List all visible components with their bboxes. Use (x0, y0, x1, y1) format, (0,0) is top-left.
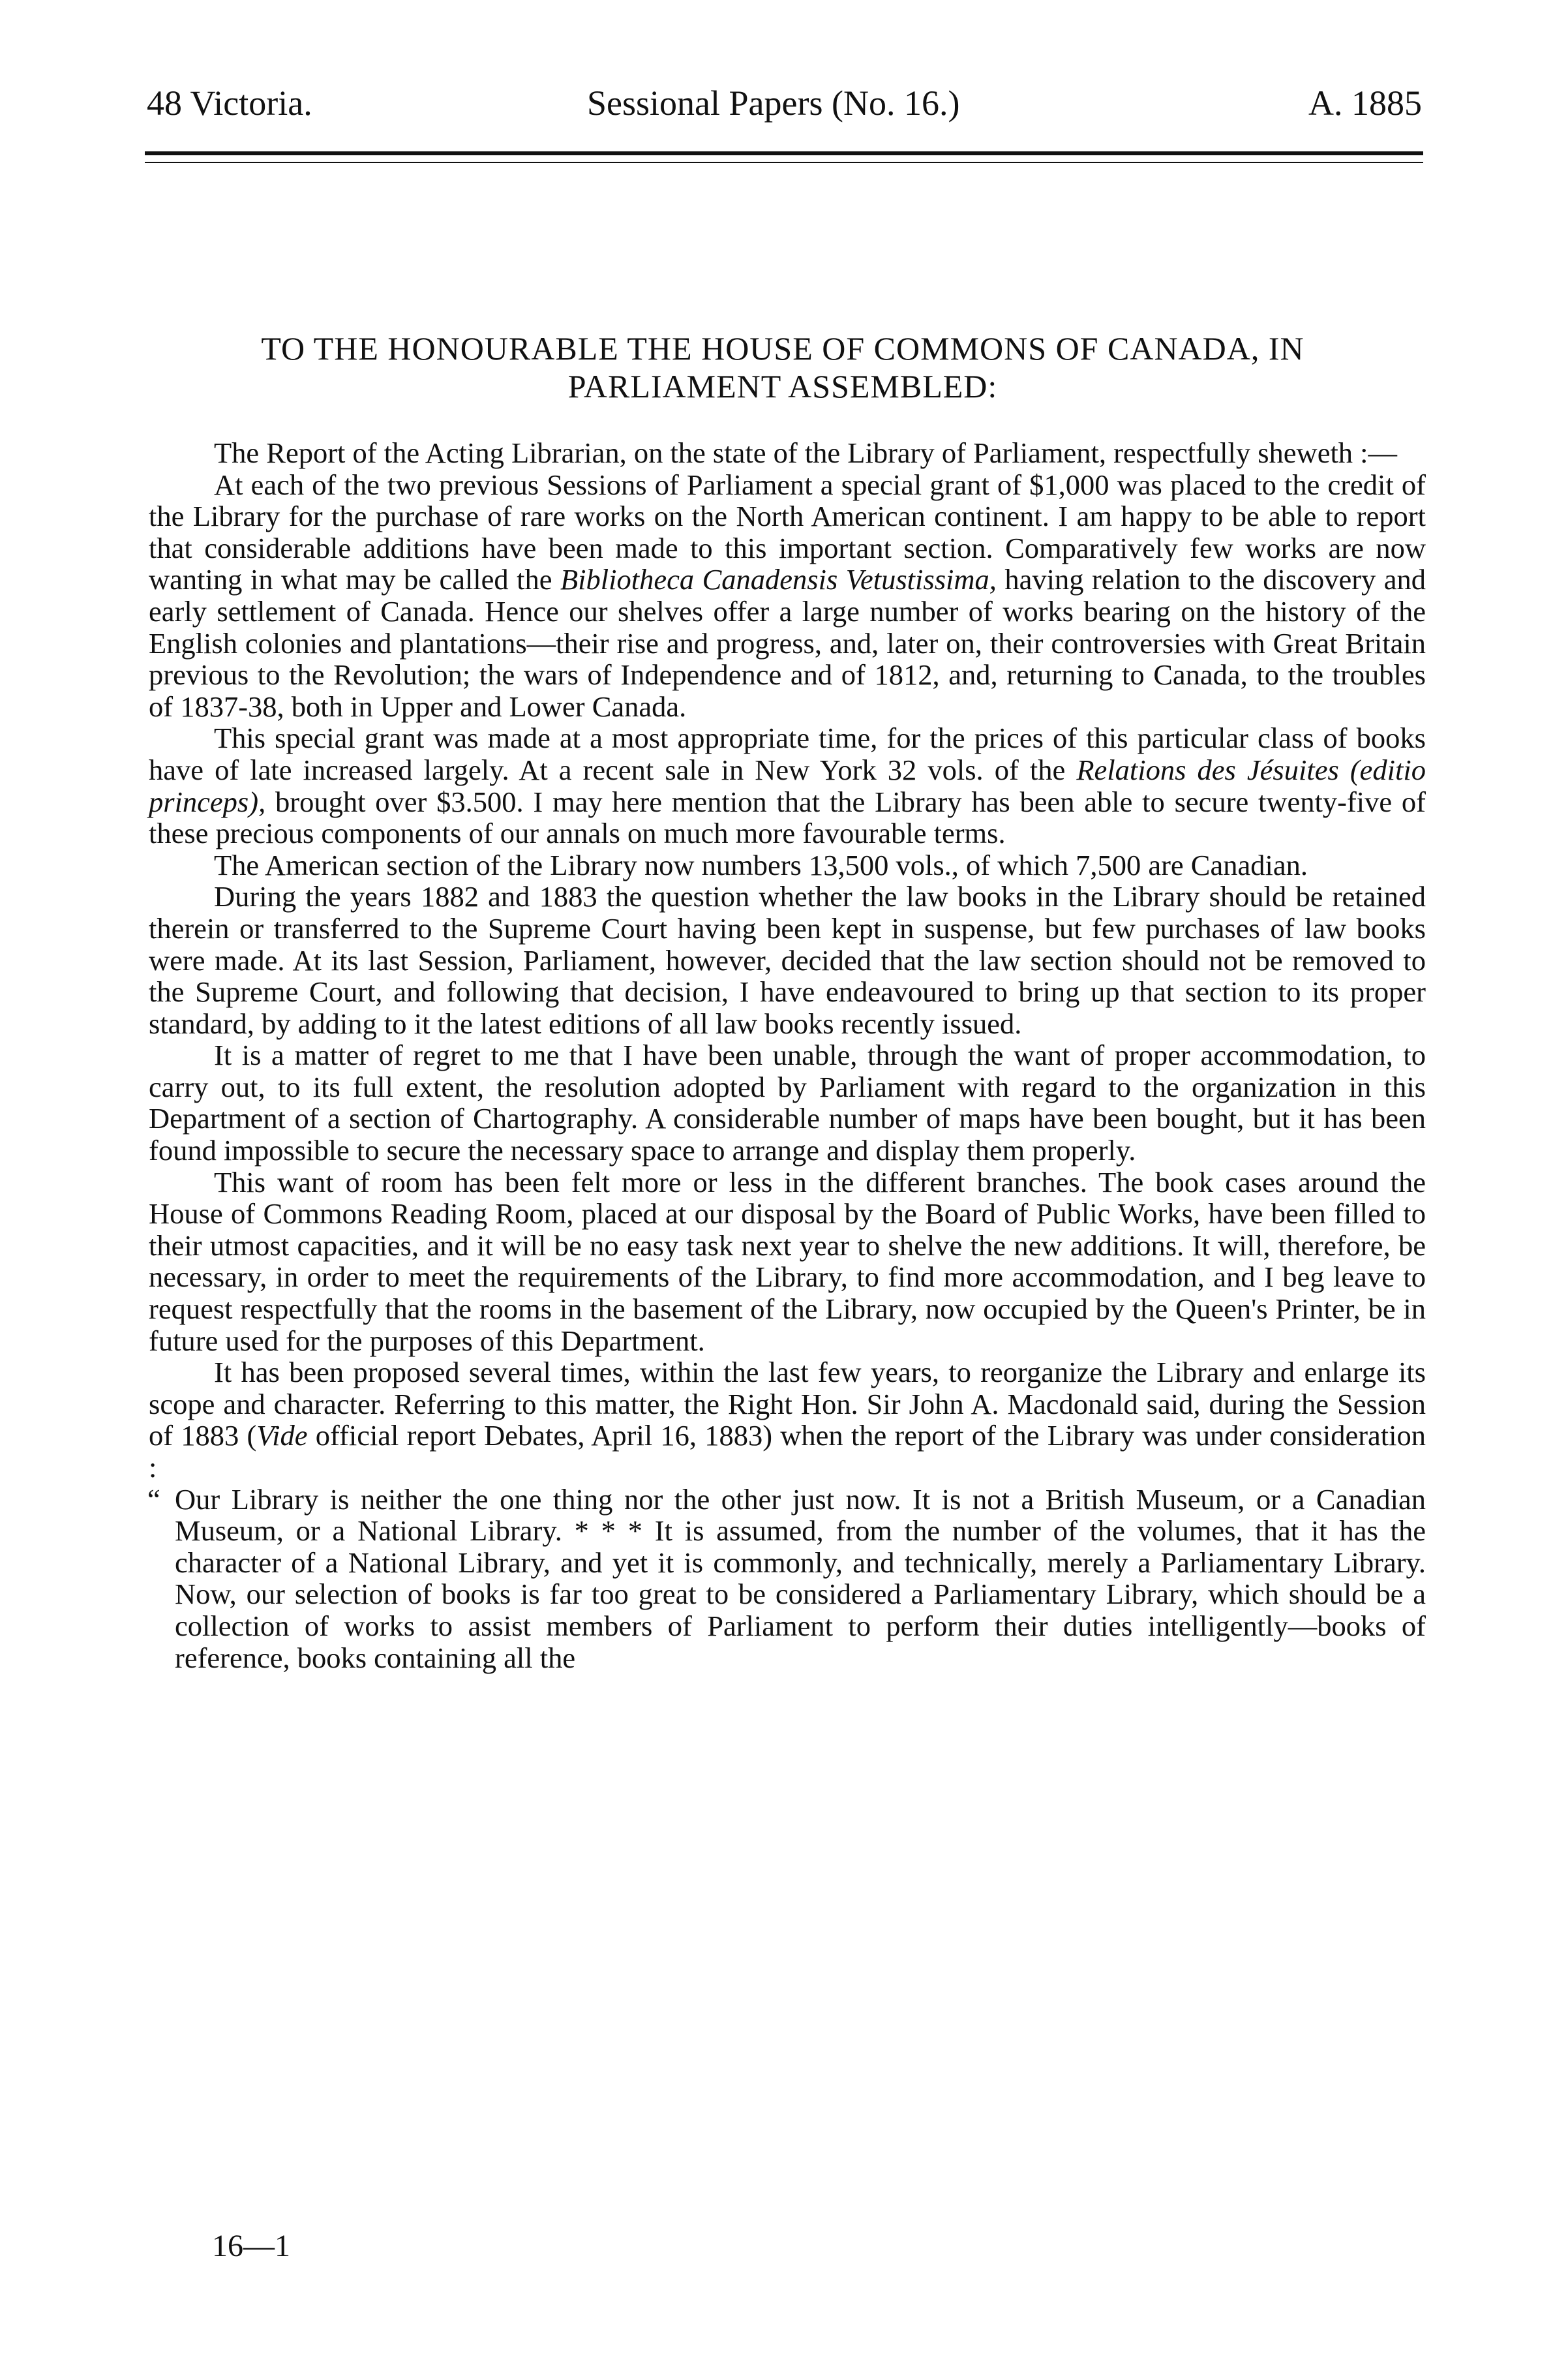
p8-text-b: official report Debates, April 16, 1883) when the report of the Library was under consideration : (149, 1419, 1426, 1484)
page-signature: 16—1 (212, 2229, 290, 2263)
address-title (140, 329, 1425, 405)
running-header (147, 77, 1422, 129)
paragraph-room: This want of room has been felt more or less in the different branches. The book cases around the House of Commons Reading Room, placed at our disposal by the Board of Public Works, have been filled to their utmost capacities, and it will be no easy task next year to shelve the new additions. It will, therefore, be necessary, in order to meet the requirements of the Library, to find more accommodation, and I beg leave to request respectfully that the rooms in the basement of the Library, now occupied by the Queen's Printer, be in future used for the purposes of this Department. (149, 1165, 1426, 1357)
header-sessional-papers: Sessional Papers (No. 16.) (587, 84, 960, 123)
p8-text-a: It has been proposed several times, within the last few years, to reorganize the Library and enlarge its scope and character. Referring to this matter, the Right Hon. Sir John A. Macdonald said, during the Session of 1883 ( (149, 1356, 1426, 1452)
p2-text-a: At each of the two previous Sessions of Parliament a special grant of $1,000 was placed to the credit of the Library for the purchase of rare works on the North American continent. I am happy to be able to report that considerable additions have been made to this important section. Comparatively few works are now wanting in what may be called the (149, 468, 1426, 596)
paragraph-special-grant (149, 469, 1426, 723)
title-line-1: TO THE HONOURABLE THE HOUSE OF COMMONS OF CANADA, IN (261, 330, 1304, 367)
paragraph-american-section: The American section of the Library now numbers 13,500 vols., of which 7,500 are Canadian. (214, 848, 1308, 881)
p3-text-b: brought over $3.500. I may here mention that the Library has been able to secure twenty-five of these precious components of our annals on much more favourable terms. (149, 785, 1426, 850)
p3-text-a: This special grant was made at a most appropriate time, for the prices of this particular class of books have of late increased largely. At a recent sale in New York 32 vols. of the (149, 722, 1426, 786)
paragraph-law-books: During the years 1882 and 1883 the question whether the law books in the Library should be retained therein or transferred to the Supreme Court having been kept in suspense, but few purchases of law books were made. At its last Session, Parliament, however, decided that the law section should not be removed to the Supreme Court, and following that decision, I have endeavoured to bring up that section to its proper standard, by adding to it the latest editions of all law books recently issued. (149, 880, 1426, 1040)
p2-text-b: having relation to the discovery and early settlement of Canada. Hence our shelves offer a large number of works bearing on the history of the English colonies and plantations—their rise and progress, and, later on, their controversies with Great Britain previous to the Revolution; the wars of Independence and of 1812, and, returning to Canada, to the troubles of 1837-38, both in Upper and Lower Canada. (149, 563, 1426, 723)
header-rule-thin (145, 162, 1423, 163)
header-year: A. 1885 (1308, 84, 1422, 123)
paragraph-reorganize (149, 1356, 1426, 1483)
title-line-2: PARLIAMENT ASSEMBLED: (567, 368, 998, 405)
p8-italic-vide: Vide (256, 1419, 308, 1452)
report-body (149, 437, 1426, 1673)
paragraph-intro: The Report of the Acting Librarian, on the state of the Library of Parliament, respectfully sheweth :— (214, 436, 1398, 469)
paragraph-prices (149, 722, 1426, 849)
paragraph-quotation (149, 1484, 1426, 1674)
quotation-mark: “ (147, 1482, 160, 1516)
p3-italic-title: Relations des Jésuites (editio princeps), (149, 753, 1426, 818)
paragraph-chartography: It is a matter of regret to me that I have been unable, through the want of proper accommodation, to carry out, to its full extent, the resolution adopted by Parliament with regard to the organization in this Department of a section of Chartography. A considerable number of maps have been bought, but it has been found impossible to secure the necessary space to arrange and display them properly. (149, 1039, 1426, 1167)
header-rule-thick (145, 151, 1423, 155)
p2-italic-title: Bibliotheca Canadensis Vetustissima, (560, 563, 997, 596)
quotation-text: Our Library is neither the one thing nor the other just now. It is not a British Museum, or a Canadian Museum, or a National Library. * * * It is assumed, from the number of the volumes, that it has the character of a National Library, and yet it is commonly, and technically, merely a Parliamentary Library. Now, our selection of books is far too great to be considered a Parliamentary Library, which should be a collection of works to assist members of Parliament to perform their duties intelligently—books of reference, books containing all the (175, 1482, 1426, 1674)
header-regnal-year: 48 Victoria. (147, 84, 312, 123)
